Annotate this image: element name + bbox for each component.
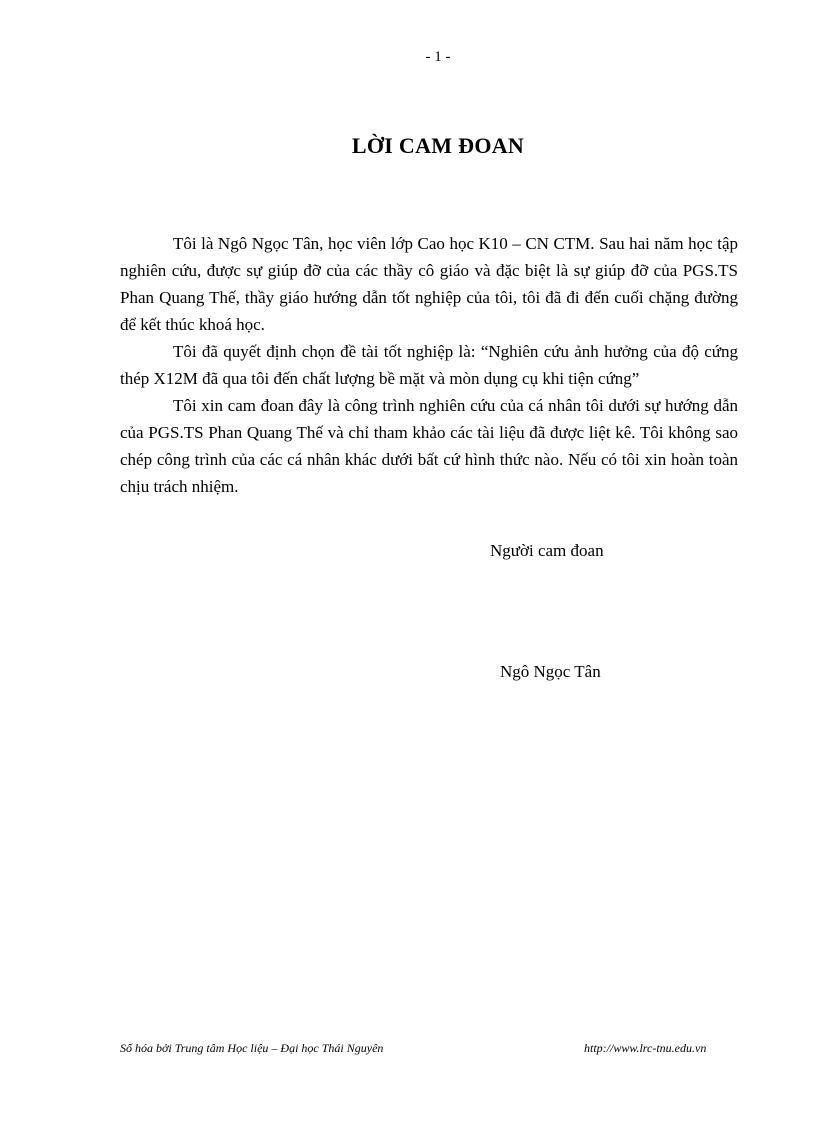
footer-url: http://www.lrc-tnu.edu.vn: [584, 1041, 707, 1055]
paragraph-declaration: Tôi xin cam đoan đây là công trình nghiên cứu của cá nhân tôi dưới sự hướng dẫn của PGS.TS Phan Quang Thế và chỉ tham khảo các tài liệu đã được liệt kê. Tôi không sao chép công trình của các cá nhân khác dưới bất cứ hình thức nào. Nếu có tôi xin hoàn toàn chịu trách nhiệm.: [120, 396, 738, 496]
document-body: [120, 230, 738, 500]
signer-label: Người cam đoan: [490, 541, 604, 560]
footer-institution: Số hóa bởi Trung tâm Học liệu – Đại học Thái Nguyên: [120, 1041, 384, 1055]
signer-name: Ngô Ngọc Tân: [500, 662, 601, 681]
page-title: LỜI CAM ĐOAN: [351, 133, 525, 158]
page-number: - 1 -: [425, 49, 451, 65]
paragraph-intro: Tôi là Ngô Ngọc Tân, học viên lớp Cao học K10 – CN CTM. Sau hai năm học tập nghiên cứu, được sự giúp đỡ của các thầy cô giáo và đặc biệt là sự giúp đỡ của PGS.TS Phan Quang Thế, thầy giáo hướng dẫn tốt nghiệp của tôi, tôi đã đi đến cuối chặng đường để kết thúc khoá học.: [120, 234, 738, 334]
paragraph-topic: Tôi đã quyết định chọn đề tài tốt nghiệp là: “Nghiên cứu ảnh hưởng của độ cứng thép X12M đã qua tôi đến chất lượng bề mặt và mòn dụng cụ khi tiện cứng”: [120, 342, 738, 388]
